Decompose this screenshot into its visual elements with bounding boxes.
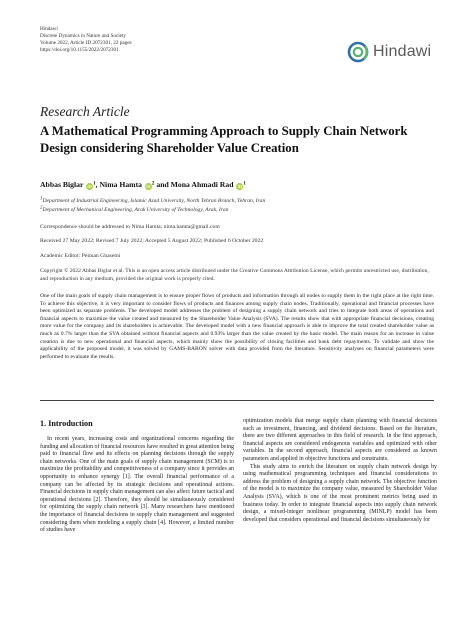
- section-divider: [40, 400, 434, 401]
- journal-name: Discrete Dynamics in Nature and Society: [40, 33, 126, 40]
- publisher-name: Hindawi: [40, 26, 58, 32]
- body-column-right: [243, 418, 437, 524]
- author-affil-sup: 2: [151, 181, 155, 187]
- volume-line: Volume 2022, Article ID 2072301, 22 pages: [40, 40, 132, 47]
- author-name: Abbas Biglar: [40, 180, 84, 189]
- author-affil-sup: 1: [93, 181, 96, 187]
- abstract: One of the main goals of supply chain management is to ensure proper flows of products and information through all nodes to supply them in the right place at the right time. To achieve this objective, it is very important to consider flows of products and finances among supply chain nodes. Traditionally, operational and financial processes have been optimized as separate problems. The developed model addresses the problem of designing a supply chain network and tries to integrate both areas of operations and financial aspects to maximize the value created and measured by the Shareholder Value Analysis (SVA). The results show that with appropriate financial decisions, creating more value for the company and its shareholders is achievable. The developed model with a new financial approach is able to improve the total created shareholder value as much as 0.7% larger than the SVA obtained without financial aspects and 0.93% larger than the value created by the basic model. The main reason for an increase in value creation is due to new operational and financial aspects, which mainly show the possibility of closing facilities and bank debt repayments. To validate and show the applicability of the proposed model, it was solved by GAMS-BARON solver with data provided from the literature. Sensitivity analyses on financial parameters were performed to evaluate the results.: [40, 293, 434, 360]
- affiliation: [40, 198, 265, 204]
- article-type: Research Article: [40, 104, 130, 119]
- body-paragraph: In recent years, increasing costs and organizational concerns regarding the funding and allocation of financial resources have resulted in great attention being paid to financial flow and its effects on planning decisions through the supply chain networks. One of the main goals of supply chain management (SCM) is to maximize the profitability and competitiveness of a company since it provides an opportunity to enhance synergy [1]. The overall financial performance of a company can be affected by its strategic decisions and operational actions. Financial decisions in supply chain management can also affect future tactical and operational decisions [2]. Therefore, they should be simultaneously considered for optimizing the supply chain network [3]. Many researchers have mentioned the importance of financial decisions in supply chain management and suggested considering them when modeling a supply chain [4]. However, a limited number of studies have: [40, 436, 234, 534]
- publication-dates: Received 27 May 2022; Revised 7 July 2022; Accepted 5 August 2022; Published 6 October 2022: [40, 238, 264, 244]
- affiliation-sup: 1: [40, 196, 43, 202]
- orcid-icon[interactable]: iD: [87, 184, 92, 189]
- affiliation-sup: 2: [40, 205, 43, 211]
- affiliation: [40, 207, 229, 213]
- hindawi-logo: [347, 40, 437, 64]
- academic-editor: Academic Editor: Peiman Ghasemi: [40, 253, 121, 259]
- author-name: Nima Hamta: [99, 180, 142, 189]
- affiliation-text: Department of Industrial Engineering, Islamic Azad University, North Tehran Branch, Tehran, Iran: [42, 198, 266, 204]
- body-column-left: [40, 436, 234, 535]
- author-affil-sup: 1: [243, 181, 246, 187]
- article-title: A Mathematical Programming Approach to Supply Chain Network Design considering Shareholder Value Creation: [40, 124, 408, 155]
- orcid-icon[interactable]: iD: [237, 184, 243, 189]
- doi-link[interactable]: https://doi.org/10.1155/2022/2072301: [40, 47, 119, 54]
- copyright-notice: Copyright © 2022 Abbas Biglar et al. This is an open access article distributed under the Creative Commons Attribution License, which permits unrestricted use, distribution, and reproduction in any medium, provided the original work is properly cited.: [40, 268, 429, 282]
- logo-text: Hindawi: [373, 43, 432, 60]
- body-paragraph: This study aims to enrich the literature on supply chain network design by using mathematical programming techniques and financial considerations to address the problem of designing a supply chain network. The objective function of the model is to maximize the company value, measured by Shareholder Value Analysis (SVA), which is one of the most prominent metrics being used in business today. In order to integrate financial aspects into supply chain network design, a mixed-integer nonlinear programming (MINLP) model has been developed that considers operational and financial decisions simultaneously for: [243, 463, 437, 523]
- affiliation-text: Department of Mechanical Engineering, Arak University of Technology, Arak, Iran: [42, 207, 229, 213]
- author-list: Abbas Biglar $iD^1$, Nima Hamta $iD^2$ and Mona Ahmadi Rad $iD^1$: [40, 180, 246, 189]
- body-paragraph: optimization models that merge supply chain planning with financial decisions such as investment, financing, and dividend decisions. Based on the literature, there are two different approaches in this field of research. In the first approach, financial aspects are considered endogenous variables and optimized with other variables. In the second approach, financial aspects are considered as known parameters and applied in objective functions and constraints.: [243, 418, 437, 462]
- hindawi-logo-icon: [347, 41, 369, 63]
- section-heading: 1. Introduction: [40, 419, 93, 428]
- author-separator: and: [156, 180, 169, 189]
- correspondence: Correspondence should be addressed to Nima Hamta; nima.hamta@gmail.com: [40, 224, 220, 230]
- journal-meta: [40, 26, 132, 54]
- orcid-icon[interactable]: iD: [146, 184, 151, 189]
- author-name: Mona Ahmadi Rad: [170, 180, 234, 189]
